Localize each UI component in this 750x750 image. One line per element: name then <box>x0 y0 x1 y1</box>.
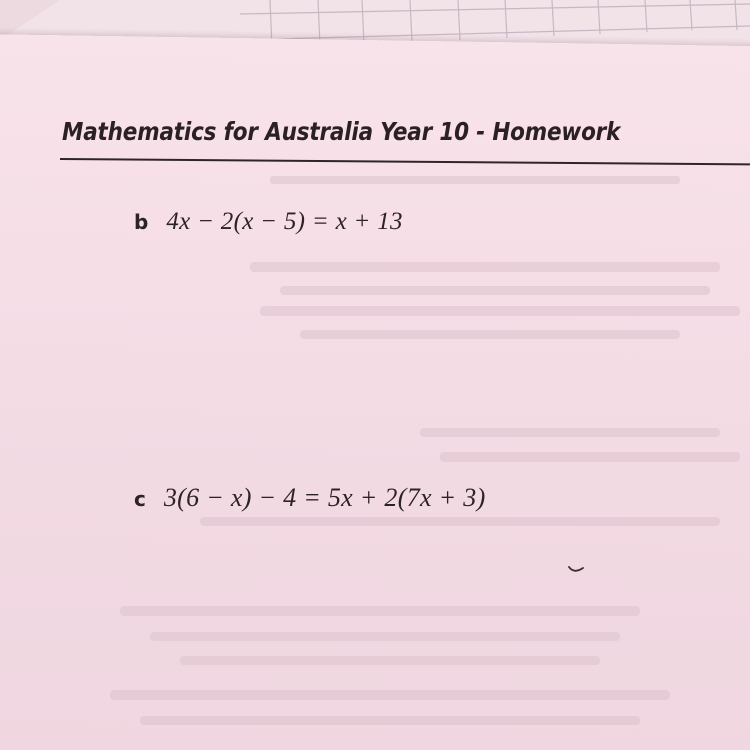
problem-equation: 3(6 − x) − 4 = 5x + 2(7x + 3) <box>163 483 486 512</box>
problem-c <box>134 483 486 513</box>
page-title: Mathematics for Australia Year 10 - Homework <box>62 117 621 146</box>
problem-b <box>134 206 403 236</box>
problem-equation: 4x − 2(x − 5) = x + 13 <box>166 208 403 235</box>
problem-label: c <box>134 487 146 511</box>
pencil-tick-mark <box>568 566 584 574</box>
problem-label: b <box>134 210 149 234</box>
